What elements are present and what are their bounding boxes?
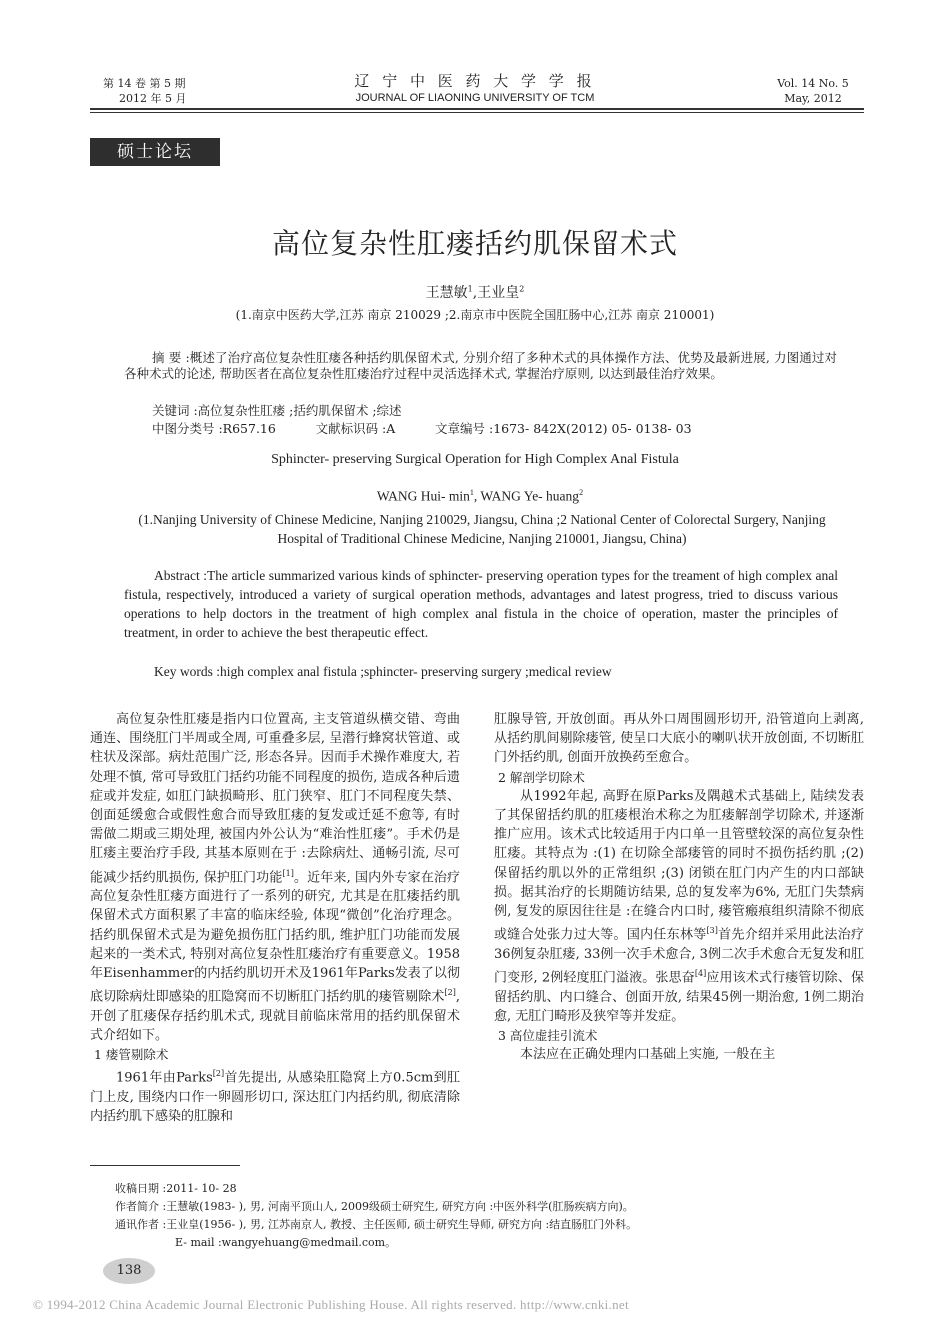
footnote-email: E- mail :wangyehuang@medmail.com。 — [175, 1236, 397, 1249]
author-sup-2: 2 — [519, 284, 525, 294]
footnote-author-bio: 作者简介 :王慧敏(1983- ), 男, 河南平顶山人, 2009级硕士研究生, 研究方向 :中医外科学(肛肠疾病方向)。 — [115, 1200, 634, 1213]
header-volume-line: 第 14 卷 第 5 期 — [103, 77, 186, 90]
article-authors — [90, 282, 860, 302]
citation-ref: [2] — [212, 1069, 225, 1079]
journal-name — [300, 72, 650, 105]
header-volume-issue — [103, 76, 186, 106]
body-paragraph — [90, 1064, 460, 1126]
footnote-corresponding: 通讯作者 :王业皇(1956- ), 男, 江苏南京人, 教授、主任医师, 硕士研究生导师, 研究方向 :结直肠肛门外科。 — [115, 1218, 638, 1231]
section-heading-1: 1 瘘管剔除术 — [94, 1047, 169, 1063]
header-volume-en — [758, 76, 868, 106]
author-sup-1: 1 — [467, 284, 473, 294]
author-en-sup-1: 1 — [469, 488, 474, 497]
article-title: 高位复杂性肛瘘括约肌保留术式 — [271, 227, 678, 260]
section-tag: 硕士论坛 — [90, 138, 220, 166]
keywords-cn: 关键词 :高位复杂性肛瘘 ;括约肌保留术 ;综述 — [152, 403, 402, 418]
header-volume-en-line: Vol. 14 No. 5 — [777, 77, 849, 90]
body-column-left — [90, 710, 460, 1126]
section-heading-2: 2 解剖学切除术 — [498, 769, 585, 785]
abstract-en: Abstract :The article summarized various kinds of sphincter- preserving operation types for the treament of high complex anal fistula, respectively, introduced a variety of surgical operation methods, advantages and latest progress, tried to discuss various operations to help doctors in the treatment of high complex anal fistula in the choice of operation, master the principles of treatment, in order to achieve the best therapeutic effect. — [124, 568, 838, 640]
header-rule — [90, 108, 864, 113]
body-text: 首先介绍并采用此法治疗36例复杂肛瘘, 33例一次手术愈合, 3例二次手术愈合无复发和肛门变形, 2例轻度肛门溢液。张思奋 — [494, 927, 864, 986]
body-paragraph: 本法应在正确处理内口基础上实施, 一般在主 — [520, 1047, 776, 1063]
journal-name-en: JOURNAL OF LIAONING UNIVERSITY OF TCM — [355, 92, 595, 104]
article-affiliation: (1.南京中医药大学,江苏 南京 210029 ;2.南京市中医院全国肛肠中心,江苏 南京 210001) — [235, 308, 715, 322]
citation-ref: [3] — [706, 926, 718, 936]
author-en-sup-2: 2 — [579, 488, 584, 497]
body-column-right — [494, 710, 864, 1064]
header-date-line: 2012 年 5 月 — [119, 92, 187, 105]
section-heading-3: 3 高位虚挂引流术 — [498, 1027, 598, 1043]
body-text: 高位复杂性肛瘘是指内口位置高, 主支管道纵横交错、弯曲通连、围绕肛门半周或全周, 可重叠多层, 呈潜行蜂窝状管道、或柱状及深部。病灶范围广泛, 形态各异。因而手术操作难度大, 若处理不慎, 常可导致肛门括约功能不同程度的损伤, 造成各种后遗症或并发症, 如肛门缺损畸形、肛门狭窄、肛门不同程度失禁、创面延缓愈合或假性愈合而导致肛瘘的复发或迁延不愈等, 有时需做二期或三期处理, 被国内外公认为“难治性肛瘘”。手术仍是肛瘘主要治疗手段, 其基本原则在于 :去除病灶、通畅引流, 尽可能减少括约肌损伤, 保护肛门功能 — [90, 712, 460, 885]
author-en-2: , WANG Ye- huang — [473, 488, 580, 504]
body-text: , 开创了肛瘘保存括约肌术式, 现就目前临床常用的括约肌保留术式介绍如下。 — [90, 989, 460, 1043]
citation-ref: [1] — [282, 868, 294, 878]
page-number: 138 — [103, 1258, 155, 1284]
citation-ref: [2] — [444, 988, 456, 998]
body-text: 从1992年起, 高野在原Parks及隅越术式基础上, 陆续发表了其保留括约肌的肛瘘根治术称之为肛瘘解剖学切除术, 并逐渐推广应用。该术式比较适用于内口单一且管壁较深的高位复杂性肛瘘。其特点为 :(1) 在切除全部瘘管的同时不损伤括约肌 ;(2) 保留括约肌以外的正常组织 ;(3) 闭锁在肛门内产生的内口部缺损。据其治疗的长期随访结果, 总的复发率为6%, 无肛门失禁病例, 复发的原因往往是 :在缝合内口时, 瘘管瘢痕组织清除不彻底或缝合处张力过大等。国内任东林等 — [494, 788, 864, 943]
article-title-en: Sphincter- preserving Surgical Operation for High Complex Anal Fistula — [271, 452, 679, 467]
body-text: 首先提出, 从感染肛隐窝上方0.5cm到肛门上皮, 围绕内口作一卵圆形切口, 深达肛门内括约肌, 彻底清除内括约肌下感染的肛腺和 — [90, 1070, 460, 1125]
author-name-2: ,王业皇 — [472, 285, 520, 301]
classification-cn: 中图分类号 :R657.16 文献标识码 :A 文章编号 :1673- 842X(2012) 05- 0138- 03 — [152, 421, 692, 436]
article-affiliation-en: (1.Nanjing University of Chinese Medicine, Nanjing 210029, Jiangsu, China ;2 National Center of Colorectal Surgery, Nanjing Hospital of Traditional Chinese Medicine, Nanjing 210001, Jiangsu, China) — [138, 512, 826, 546]
keywords-en: Key words :high complex anal fistula ;sphincter- preserving surgery ;medical review — [154, 664, 612, 679]
abstract-cn: 摘 要 :概述了治疗高位复杂性肛瘘各种括约肌保留术式, 分别介绍了多种术式的具体操作方法、优势及最新进展, 力图通过对各种术式的论述, 帮助医者在高位复杂性肛瘘治疗过程中灵活选择术式, 掌握治疗原则, 以达到最佳治疗效果。 — [124, 350, 837, 381]
author-name-1: 王慧敏 — [425, 285, 468, 301]
citation-ref: [4] — [694, 968, 707, 978]
footnotes — [115, 1180, 875, 1252]
body-text: 1961年由Parks — [116, 1070, 213, 1086]
body-paragraph — [494, 787, 864, 1026]
header-date-en-line: May, 2012 — [784, 92, 842, 105]
author-en-1: WANG Hui- min — [376, 488, 470, 504]
journal-name-cn: 辽 宁 中 医 药 大 学 学 报 — [354, 72, 596, 90]
body-text: 。近年来, 国内外专家在治疗高位复杂性肛瘘方面进行了一系列的研究, 尤其是在肛瘘括约肌保留术式方面积累了丰富的临床经验, 体现“微创”化治疗理念。括约肌保留术式是为避免损伤肛门括约肌, 维护肛门功能而发展起来的一类术式, 特别对高位复杂性肛瘘治疗有重要意义。1958 年Eisenhammer的内括约肌切开术及1961年Parks发表了以彻底切除病灶即感染的肛隐窝而不切断肛门括约肌的瘘管剔除术 — [90, 869, 461, 1005]
footnote-received: 收稿日期 :2011- 10- 28 — [115, 1182, 237, 1195]
footnote-rule — [90, 1165, 240, 1166]
body-text: 应用该术式行瘘管切除、保留括约肌、内口缝合、创面开放, 结果45例一期治愈, 1例二期治愈, 无肛门畸形及狭窄等并发症。 — [494, 970, 864, 1024]
article-authors-en — [90, 488, 870, 505]
body-paragraph: 肛腺导管, 开放创面。再从外口周围圆形切开, 沿管道向上剥离, 从括约肌间剔除瘘管, 使呈口大底小的喇叭状开放创面, 不切断肛门外括约肌, 创面开放换药至愈合。 — [494, 712, 864, 766]
body-paragraph — [90, 710, 460, 1045]
copyright-notice: © 1994-2012 China Academic Journal Electronic Publishing House. All rights reserved. http://www.cnki.net — [33, 1297, 629, 1312]
